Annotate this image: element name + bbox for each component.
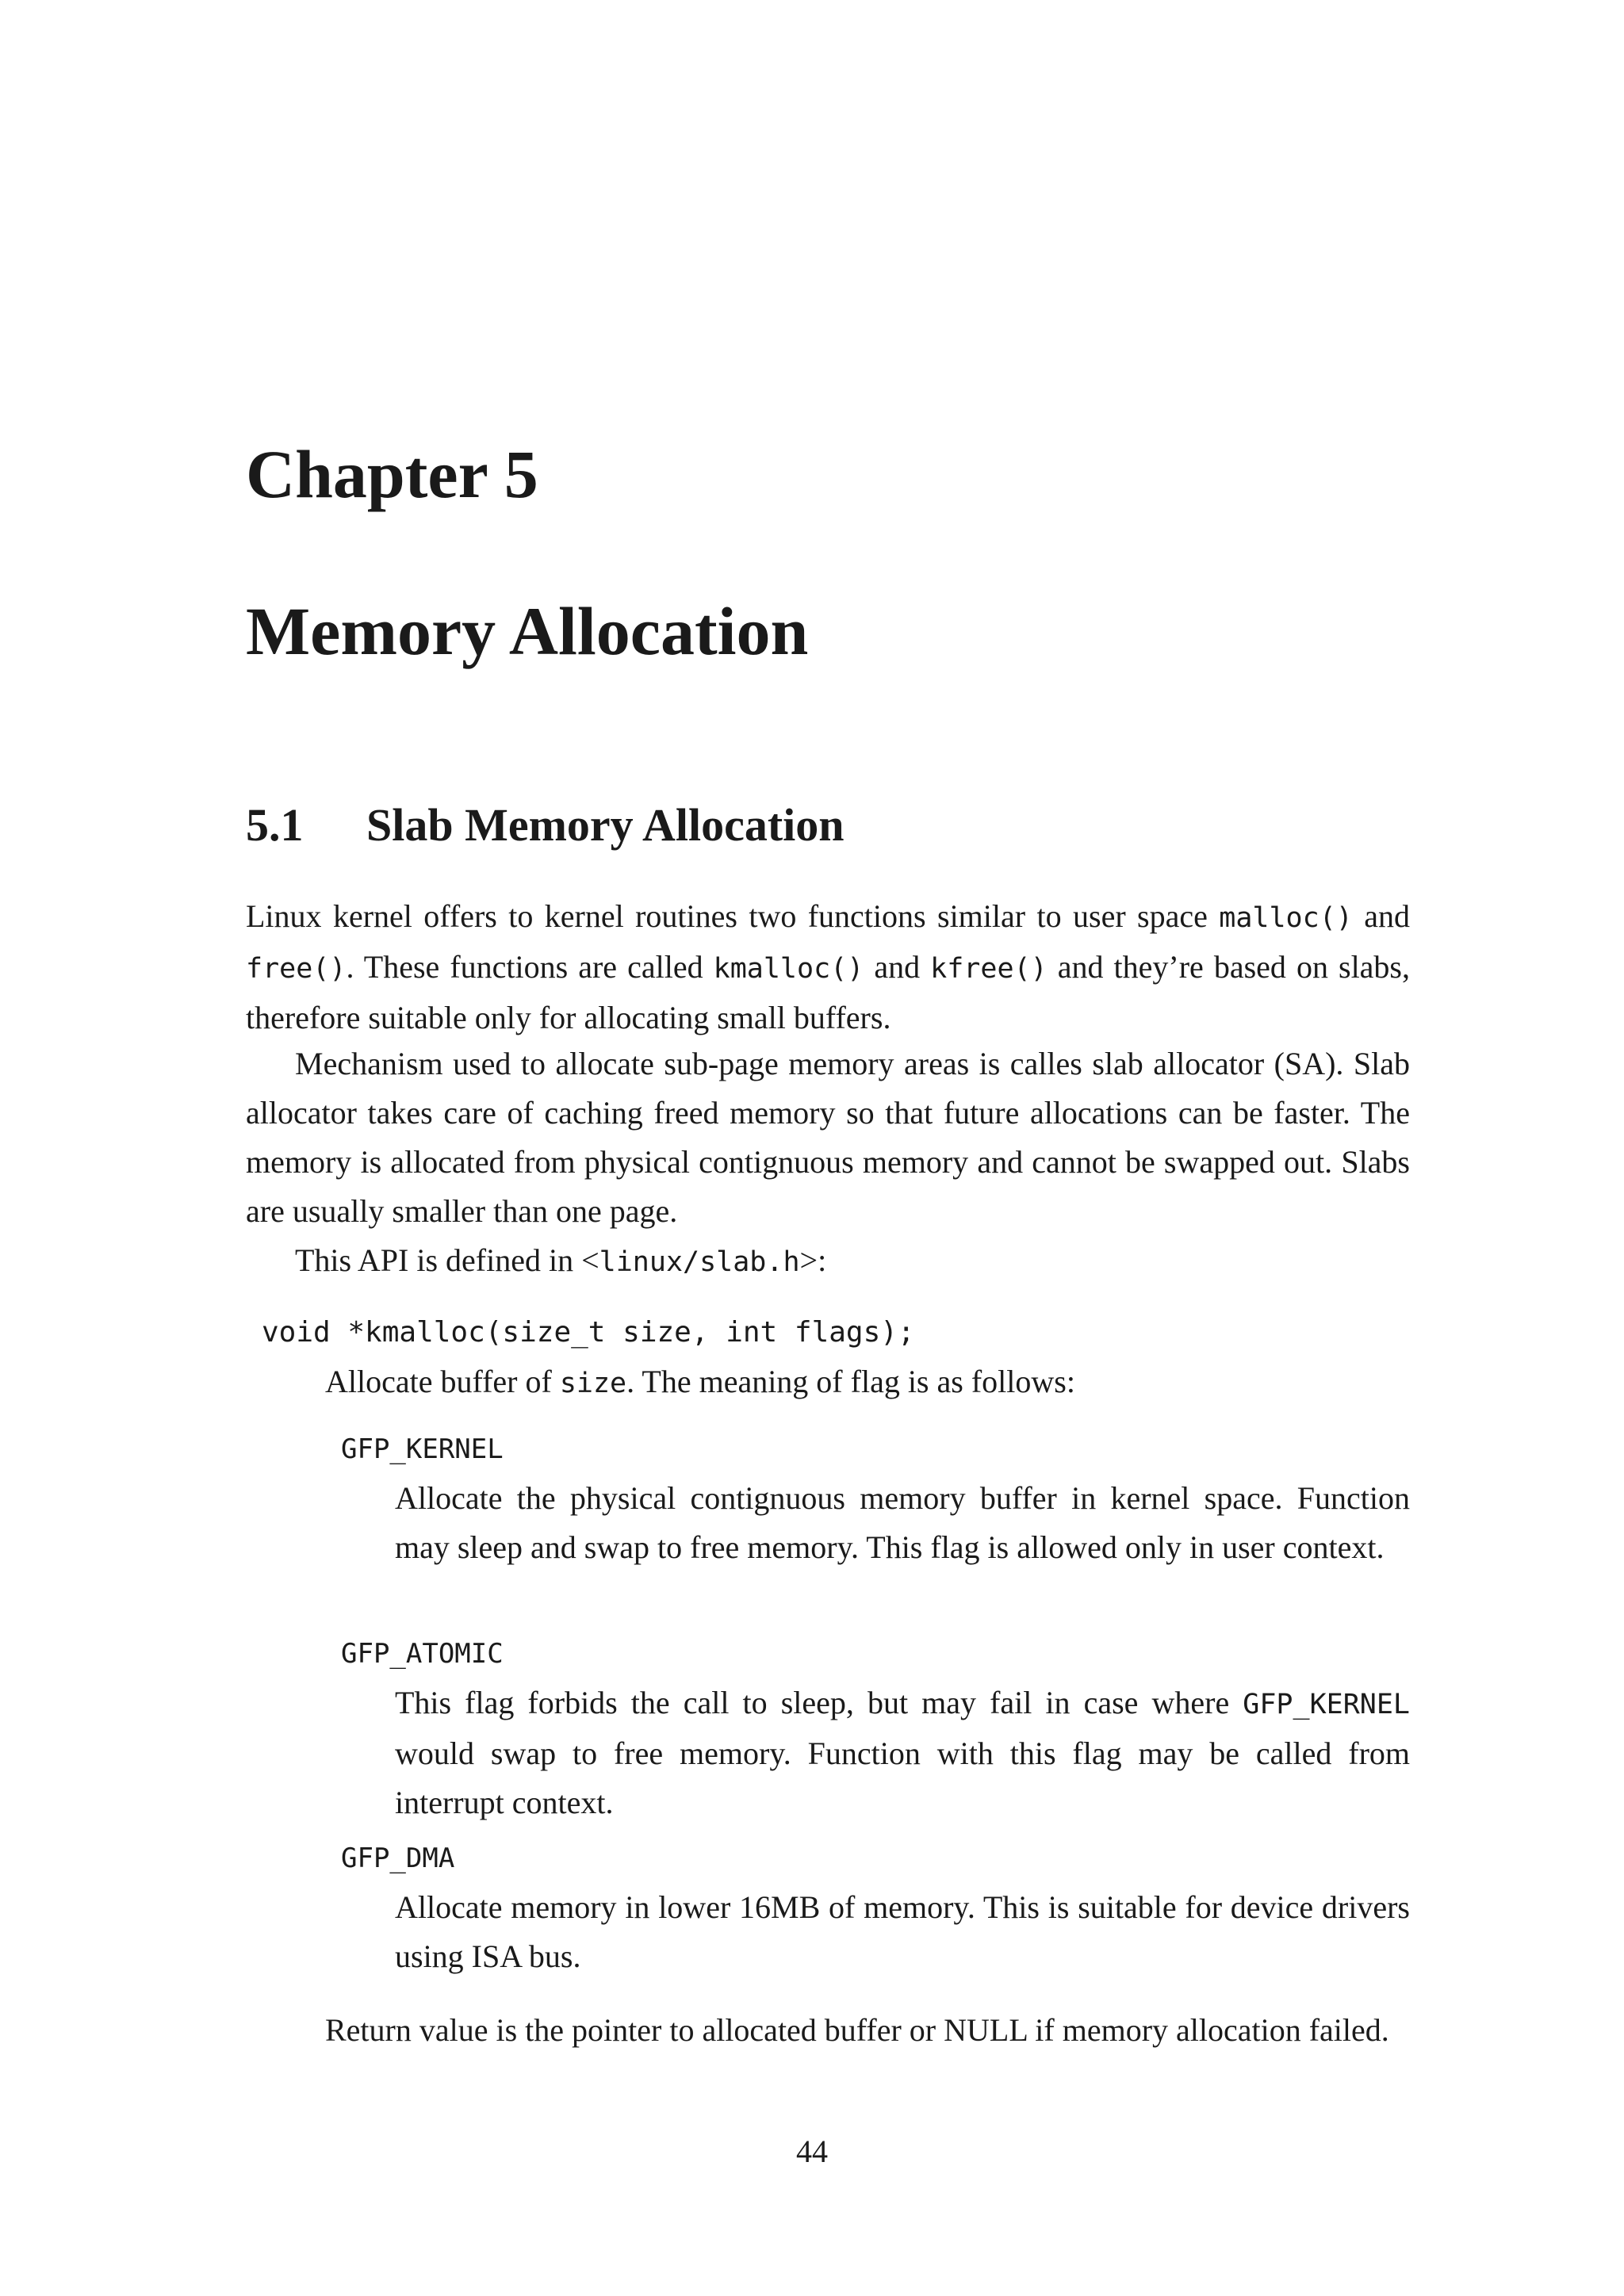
text-run: Allocate buffer of	[325, 1364, 560, 1399]
flag-name-gfp-atomic: GFP_ATOMIC	[341, 1638, 504, 1670]
flag-description-gfp-kernel: Allocate the physical contignuous memory buffer in kernel space. Function may sleep and swap to free memory. This flag is allowed only in user context.	[395, 1480, 1410, 1565]
inline-code-kmalloc: kmalloc()	[713, 953, 864, 985]
chapter-title: Memory Allocation	[246, 593, 809, 669]
section-heading	[246, 799, 845, 851]
inline-code-kfree: kfree()	[930, 953, 1048, 985]
inline-code-malloc: malloc()	[1219, 902, 1353, 934]
flag-name-gfp-dma: GFP_DMA	[341, 1843, 455, 1874]
slab-allocator-paragraph: Mechanism used to allocate sub-page memory areas is calles slab allocator (SA). Slab allocator takes care of caching freed memory so that future allocations can be faster. The memory is allocated from physical contignuous memory and cannot be swapped out. Slabs are usually smaller than one page.	[246, 1046, 1410, 1229]
text-run: would swap to free memory. Function with this flag may be called from interrupt context.	[395, 1735, 1410, 1820]
text-run: . These functions are called	[346, 949, 714, 985]
inline-code-gfp-kernel: GFP_KERNEL	[1243, 1689, 1410, 1720]
inline-code-header: linux/slab.h	[599, 1246, 800, 1278]
section-title: Slab Memory Allocation	[366, 799, 845, 851]
page-number: 44	[796, 2133, 828, 2169]
inline-code-size: size	[559, 1368, 627, 1399]
flag-name-gfp-kernel: GFP_KERNEL	[341, 1433, 504, 1465]
chapter-label: Chapter 5	[246, 436, 538, 512]
text-run: and	[864, 949, 931, 985]
text-run: This API is defined in <	[295, 1242, 599, 1278]
api-header-paragraph	[246, 1236, 1410, 1287]
text-run: and	[1352, 898, 1410, 934]
section-number: 5.1	[246, 799, 304, 851]
inline-code-free: free()	[246, 953, 347, 985]
text-run: and they’re based on slabs, therefore suitable only for allocating small buffers.	[246, 949, 1410, 1035]
text-run: Linux kernel offers to kernel routines two functions similar to user space	[246, 898, 1220, 934]
flag-description-gfp-dma: Allocate memory in lower 16MB of memory. This is suitable for device drivers using ISA bus.	[395, 1889, 1410, 1974]
text-run: This flag forbids the call to sleep, but may fail in case where	[395, 1685, 1243, 1720]
return-value-paragraph: Return value is the pointer to allocated buffer or NULL if memory allocation failed.	[325, 2012, 1389, 2048]
text-run: . The meaning of flag is as follows:	[626, 1364, 1075, 1399]
text-run: >:	[799, 1242, 827, 1278]
function-description	[325, 1357, 1410, 1408]
function-signature: void *kmalloc(size_t size, int flags);	[262, 1316, 915, 1349]
intro-paragraph	[246, 892, 1410, 1043]
flag-description-gfp-atomic	[395, 1678, 1410, 1827]
